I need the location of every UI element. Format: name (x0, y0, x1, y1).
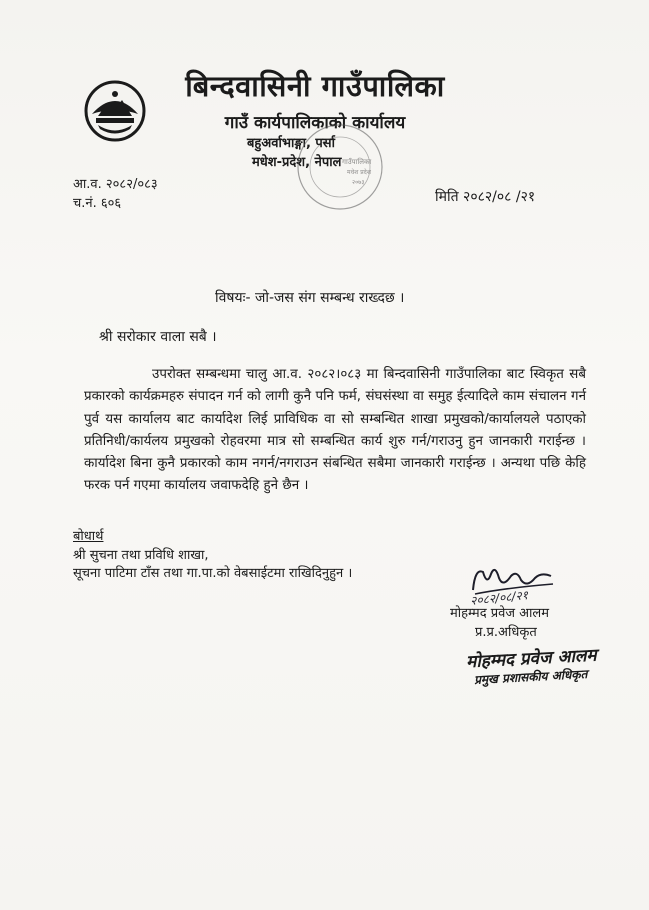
office-stamp (292, 122, 388, 212)
name-seal: मोहम्मद प्रवेज आलम (465, 645, 598, 673)
svg-text:गाउँपालिका: गाउँपालिका (342, 158, 372, 166)
cc-line-2: सूचना पाटिमा टाँस तथा गा.पा.को वेबसाईटमा राखिदिनुहुन । (73, 566, 353, 581)
cc-line-1: श्री सुचना तथा प्रविधि शाखा, (73, 548, 209, 563)
letter-number: च.नं. ६०६ (73, 196, 122, 211)
government-emblem-icon (84, 80, 146, 142)
designation-seal: प्रमुख प्रशासकीय अधिकृत (473, 667, 588, 687)
letter-subject: विषयः- जो-जस संग सम्बन्ध राख्दछ । (215, 290, 405, 306)
signature-date: २०८२/०८/२१ (469, 588, 529, 608)
letter-body (84, 364, 586, 498)
address-line-1: बहुअर्वाभाङ्गा, पर्सा (247, 136, 335, 151)
svg-text:मधेश प्रदेश: मधेश प्रदेश (347, 169, 371, 176)
cc-heading: बोधार्थ (73, 529, 104, 544)
signatory-post: प्र.प्र.अधिकृत (475, 625, 537, 640)
letter-body-text: उपरोक्त सम्बन्धमा चालु आ.व. २०८२।०८३ मा बिन्दवासिनी गाउँपालिका बाट स्विकृत सबै प्रकारको कार्यक्रमहरु संपादन गर्न को लागी कुनै पनि फर्म, संघसंस्था वा समुह ईत्यादिले काम संचालन गर्न पुर्व यस कार्यालय बाट कार्यादेश लिई प्राविधिक वा सो सम्बन्धित शाखा प्रमुखको/कार्यालयले पठाएको प्रतिनिधी/कार्यलय प्रमुखको रोहवरमा मात्र सो सम्बन्धित कार्य शुरु गर्न/गराउनु हुन जानकारी गराईन्छ । कार्यादेश बिना कुनै प्रकारको काम नगर्न/नगराउन संबन्धित सबैमा जानकारी गराईन्छ । अन्यथा पछि केहि फरक पर्न गएमा कार्यालय जवाफदेहि हुने छैन । (84, 367, 586, 494)
letter-date: मिति २०८२/०८ /२१ (435, 189, 536, 205)
office-subtitle: गाउँ कार्यपालिकाको कार्यालय (224, 113, 406, 133)
svg-text:२०७३: २०७३ (352, 179, 365, 186)
salutation: श्री सरोकार वाला सबै । (99, 329, 217, 345)
fiscal-year: आ.व. २०८२/०८३ (73, 177, 158, 192)
address-line-2: मधेश-प्रदेश, नेपाल (252, 155, 342, 170)
municipality-title: बिन्दवासिनी गाउँपालिका (185, 69, 445, 103)
signatory-name: मोहम्मद प्रवेज आलम (450, 606, 550, 621)
